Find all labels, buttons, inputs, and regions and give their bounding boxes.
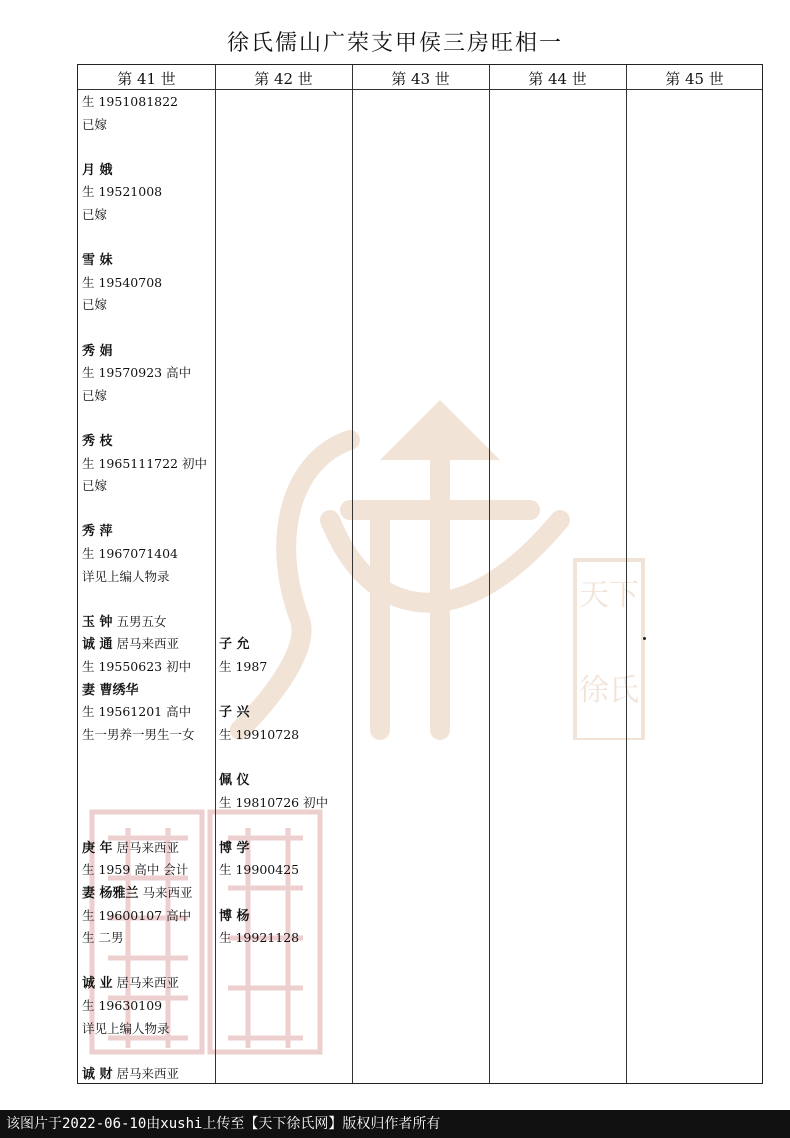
person-name: 诚 业 居马来西亚 [82,975,180,992]
person-name: 子 兴 [219,705,250,721]
column-divider [489,65,490,1083]
column-header-gen-42: 第 42 世 [254,70,313,88]
person-detail: 生 二男 [82,930,124,946]
person-name: 妻 曹绣华 [82,682,139,698]
person-detail: 生 1965111722 初中 [82,455,207,471]
column-header-gen-45: 第 45 世 [665,70,724,88]
person-detail: 已嫁 [82,478,108,494]
column-divider [626,65,627,1083]
person-detail: 已嫁 [82,387,108,403]
person-name: 佩 仪 [219,773,250,788]
person-detail: 生 19630109 [82,998,163,1013]
person-detail: 已嫁 [82,297,108,313]
person-detail: 详见上编人物录 [82,1020,170,1036]
person-name: 博 杨 [219,908,250,924]
person-name: 雪 妹 [82,253,113,269]
watermark-text: 天下 [579,578,639,613]
person-detail: 生 1951081822 [82,94,179,109]
person-detail: 生 1959 高中 会计 [82,862,189,878]
person-name: 诚 财 居马来西亚 [82,1065,180,1082]
person-name: 诚 通 居马来西亚 [82,636,180,653]
person-detail: 生 19570923 高中 [82,365,192,381]
person-detail: 生 19921128 [219,930,300,946]
person-name: 妻 杨雅兰 马来西亚 [82,885,193,901]
column-header-gen-44: 第 44 世 [528,70,587,88]
header-divider [78,89,762,90]
upload-footer: 该图片于2022-06-10由xushi上传至【天下徐氏网】版权归作者所有 [0,1110,790,1138]
person-detail: 生 1987 [219,659,268,674]
column-header-gen-43: 第 43 世 [391,70,450,88]
person-detail: 生 19600107 高中 [82,907,192,923]
person-detail: 生一男养一男生一女 [82,726,195,742]
person-detail: 生 19900425 [219,862,300,878]
column-header-gen-41: 第 41 世 [117,70,176,88]
svg-text:徐氏: 徐氏 [579,673,639,708]
person-detail: 生 19910728 [219,726,300,742]
person-name: 秀 萍 [82,524,113,540]
person-detail: 生 19540708 [82,274,163,290]
person-name: 月 娥 [82,162,113,178]
person-name: 秀 娟 [82,343,113,359]
person-detail: 生 19550623 初中 [82,659,192,674]
genealogy-table [77,64,763,1084]
person-name: 玉 钟 五男五女 [82,613,167,630]
stray-dot [643,637,646,640]
column-divider [215,65,216,1083]
person-detail: 生 19810726 初中 [219,794,329,810]
person-detail: 已嫁 [82,207,108,222]
person-detail: 生 19521008 [82,184,163,200]
person-detail: 生 19561201 高中 [82,704,192,720]
person-detail: 已嫁 [82,116,108,132]
person-name: 博 学 [219,840,250,856]
person-detail: 详见上编人物录 [82,568,170,584]
page-title: 徐氏儒山广荣支甲侯三房旺相一 [226,31,563,56]
person-name: 秀 枝 [82,434,113,449]
person-name: 子 允 [219,637,250,653]
column-divider [352,65,353,1083]
person-name: 庚 年 居马来西亚 [82,839,180,856]
person-detail: 生 1967071404 [82,546,179,561]
